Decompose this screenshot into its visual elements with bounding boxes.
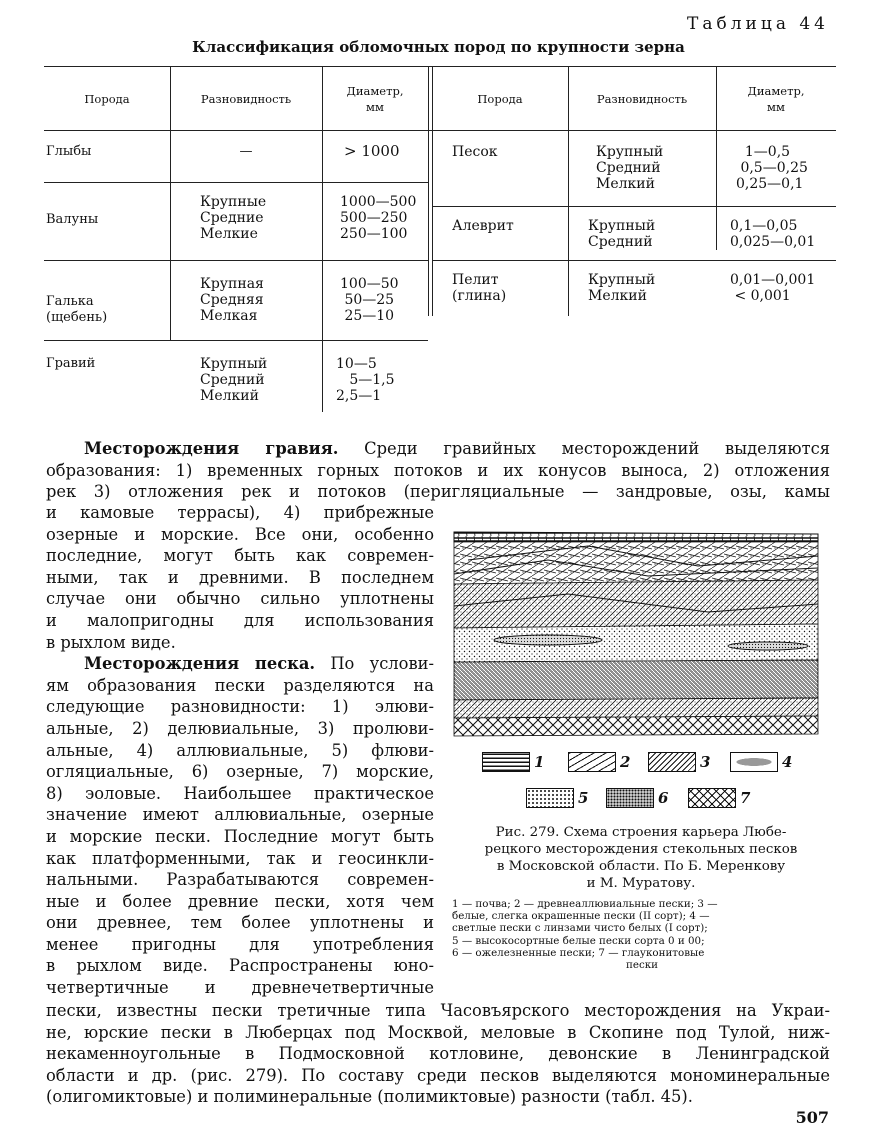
row-rule: [432, 260, 836, 261]
row-rule: [44, 260, 428, 261]
note-line: 6 — ожелезненные пески; 7 — глауконитовые: [452, 946, 705, 959]
text-line: в рыхлом виде.: [46, 632, 176, 652]
text-line: ям образования пески разделяются на: [46, 675, 434, 695]
rock-name: Галька (щебень): [46, 294, 108, 325]
legend-swatch: [730, 752, 778, 772]
header-diameter: Диаметр, мм: [346, 84, 404, 114]
caption-line: Рис. 279. Схема строения карьера Любе-: [495, 825, 787, 840]
text-line: случае они обычно сильно уплотнены: [46, 589, 434, 609]
variety: Крупные Средние Мелкие: [200, 194, 267, 242]
text-line: четвертичные и древнечетвертичные: [46, 978, 434, 998]
text-line: значение имеют аллювиальные, озерные: [46, 805, 434, 825]
figure-caption: [450, 824, 832, 892]
gravel-heading: Месторождения гравия.: [84, 439, 339, 458]
header-rock: Порода: [477, 92, 523, 106]
table-number-label: Таблица 44: [687, 14, 829, 34]
legend-item: [526, 788, 588, 808]
header-diameter: Диаметр, мм: [747, 84, 805, 114]
rock-name: Алеврит: [452, 218, 514, 234]
text-span: Среди гравийных месторождений выделяются: [364, 439, 830, 458]
rock-name: Гравий: [46, 356, 96, 371]
diameter: 100—50 50—25 25—10: [340, 276, 399, 324]
rock-name: Глыбы: [46, 144, 92, 159]
text-line: 8) эоловые. Наибольшее практическое: [46, 783, 434, 803]
text-line: и малопригодны для использования: [46, 610, 434, 630]
legend-item: [568, 752, 630, 772]
text-line: альные, 4) аллювиальные, 5) флюви-: [46, 740, 434, 760]
text-line: как платформенными, так и геосинкли-: [46, 848, 434, 868]
col-rule: [322, 66, 323, 412]
header-rock: Порода: [84, 92, 130, 106]
caption-line: рецкого месторождения стекольных песков: [484, 842, 798, 857]
legend-item: [648, 752, 710, 772]
variety: Крупный Средний Мелкий: [200, 356, 268, 404]
note-line: пески: [625, 959, 659, 972]
text-line: образования: 1) временных горных потоков и их конусов выноса, 2) отложения: [46, 460, 830, 480]
text-line: области и др. (рис. 279). По составу среди песков выделяются мономинеральные: [46, 1065, 830, 1085]
text-line: последние, могут быть как современ-: [46, 546, 434, 566]
table-top-rule: [44, 66, 836, 67]
note-line: 1 — почва; 2 — древнеаллювиальные пески; 3 —: [452, 898, 718, 910]
paragraph-sand-full: [46, 1000, 830, 1108]
text-line: альные, 2) делювиальные, 3) пролюви-: [46, 718, 434, 738]
caption-line: и М. Муратову.: [586, 876, 696, 891]
text-line: рек 3) отложения рек и потоков (перигляциальные — зандровые, озы, камы: [46, 482, 830, 502]
table-header-rule: [44, 130, 836, 131]
variety: Крупная Средняя Мелкая: [200, 276, 264, 324]
figure-notes: [452, 898, 832, 971]
text-line: [46, 438, 830, 460]
note-line: 5 — высокосортные белые пески сорта 0 и 00;: [452, 934, 705, 947]
diameter: 1—0,5 0,5—0,25 0,25—0,1: [736, 144, 808, 192]
legend-item: [606, 788, 668, 808]
legend-label: 3: [700, 753, 711, 771]
note-line: белые, слегка окрашенные пески (II сорт); 4 —: [452, 910, 710, 923]
text-line: некаменноугольные в Подмосковной котловине, девонские в Ленинградской: [46, 1044, 830, 1064]
legend-label: 6: [658, 789, 669, 807]
header-variety: Разновидность: [596, 92, 688, 106]
col-rule: [428, 66, 429, 316]
text-line: пески, известны пески третичные типа Часовъярского месторождения на Украи-: [46, 1001, 830, 1020]
legend-swatch: [648, 752, 696, 772]
table-title: Классификация обломочных пород по крупности зерна: [192, 38, 685, 56]
row-rule: [44, 182, 428, 183]
text-span: По услови-: [330, 654, 434, 674]
legend-label: 5: [578, 789, 589, 807]
text-line: в рыхлом виде. Распространены юно-: [46, 956, 434, 976]
text-line: следующие разновидности: 1) элюви-: [46, 697, 434, 717]
legend-label: 4: [782, 753, 793, 771]
variety: Крупный Средний: [588, 218, 656, 250]
rock-name: Песок: [452, 144, 498, 160]
legend-label: 7: [740, 789, 751, 807]
note-line: светлые пески с линзами чисто белых (I сорт);: [452, 922, 708, 935]
text-line: (олигомиктовые) и полиминеральные (полимиктовые) разности (табл. 45).: [46, 1087, 693, 1107]
text-line: менее пригодны для употребления: [46, 934, 434, 954]
legend-swatch: [482, 752, 530, 772]
legend-label: 2: [620, 753, 631, 771]
text-line: ные и более древние пески, хотя чем: [46, 891, 434, 911]
text-line: они древнее, тем более уплотнены и: [46, 913, 434, 933]
diameter: 0,1—0,05 0,025—0,01: [730, 218, 816, 250]
legend-item: [482, 752, 544, 772]
variety: Крупный Средний Мелкий: [596, 144, 664, 192]
quarry-section-diagram: [448, 520, 838, 820]
col-rule: [170, 66, 171, 340]
rock-name: Валуны: [46, 212, 99, 227]
variety: —: [239, 144, 253, 159]
legend-item: [730, 752, 792, 772]
diameter: 1000—500 500—250 250—100: [340, 194, 417, 242]
row-rule: [44, 340, 428, 341]
figure-279: [448, 520, 838, 820]
legend-label: 1: [534, 753, 545, 771]
text-line: и камовые террасы), 4) прибрежные: [46, 503, 434, 522]
legend-swatch: [568, 752, 616, 772]
row-rule: [432, 206, 836, 207]
text-line: нальными. Разрабатываются современ-: [46, 870, 434, 890]
paragraph-gravel-full: [46, 438, 830, 503]
variety: Крупный Мелкий: [588, 272, 656, 304]
caption-line: в Московской области. По Б. Меренкову: [496, 859, 786, 874]
legend-swatch: [526, 788, 574, 808]
text-line: огляциальные, 6) озерные, 7) морские,: [46, 762, 434, 782]
text-line: озерные и морские. Все они, особенно: [46, 524, 434, 544]
text-line: не, юрские пески в Люберцах под Москвой, меловые в Скопине под Тулой, ниж-: [46, 1022, 830, 1042]
legend-swatch: [606, 788, 654, 808]
diameter: 0,01—0,001 < 0,001: [730, 272, 816, 304]
diameter: 10—5 5—1,5 2,5—1: [336, 356, 395, 404]
text-line: ными, так и древними. В последнем: [46, 567, 434, 587]
paragraph-narrow-column: [46, 502, 434, 999]
header-variety: Разновидность: [200, 92, 292, 106]
text-line: [46, 653, 434, 675]
diameter: > 1000: [344, 142, 400, 160]
legend-swatch: [688, 788, 736, 808]
rock-name: Пелит (глина): [452, 272, 507, 304]
classification-table: [44, 66, 836, 426]
page-number: 507: [795, 1108, 829, 1127]
legend-item: [688, 788, 750, 808]
sand-heading: Месторождения песка.: [84, 654, 316, 674]
text-line: и морские пески. Последние могут быть: [46, 826, 434, 846]
